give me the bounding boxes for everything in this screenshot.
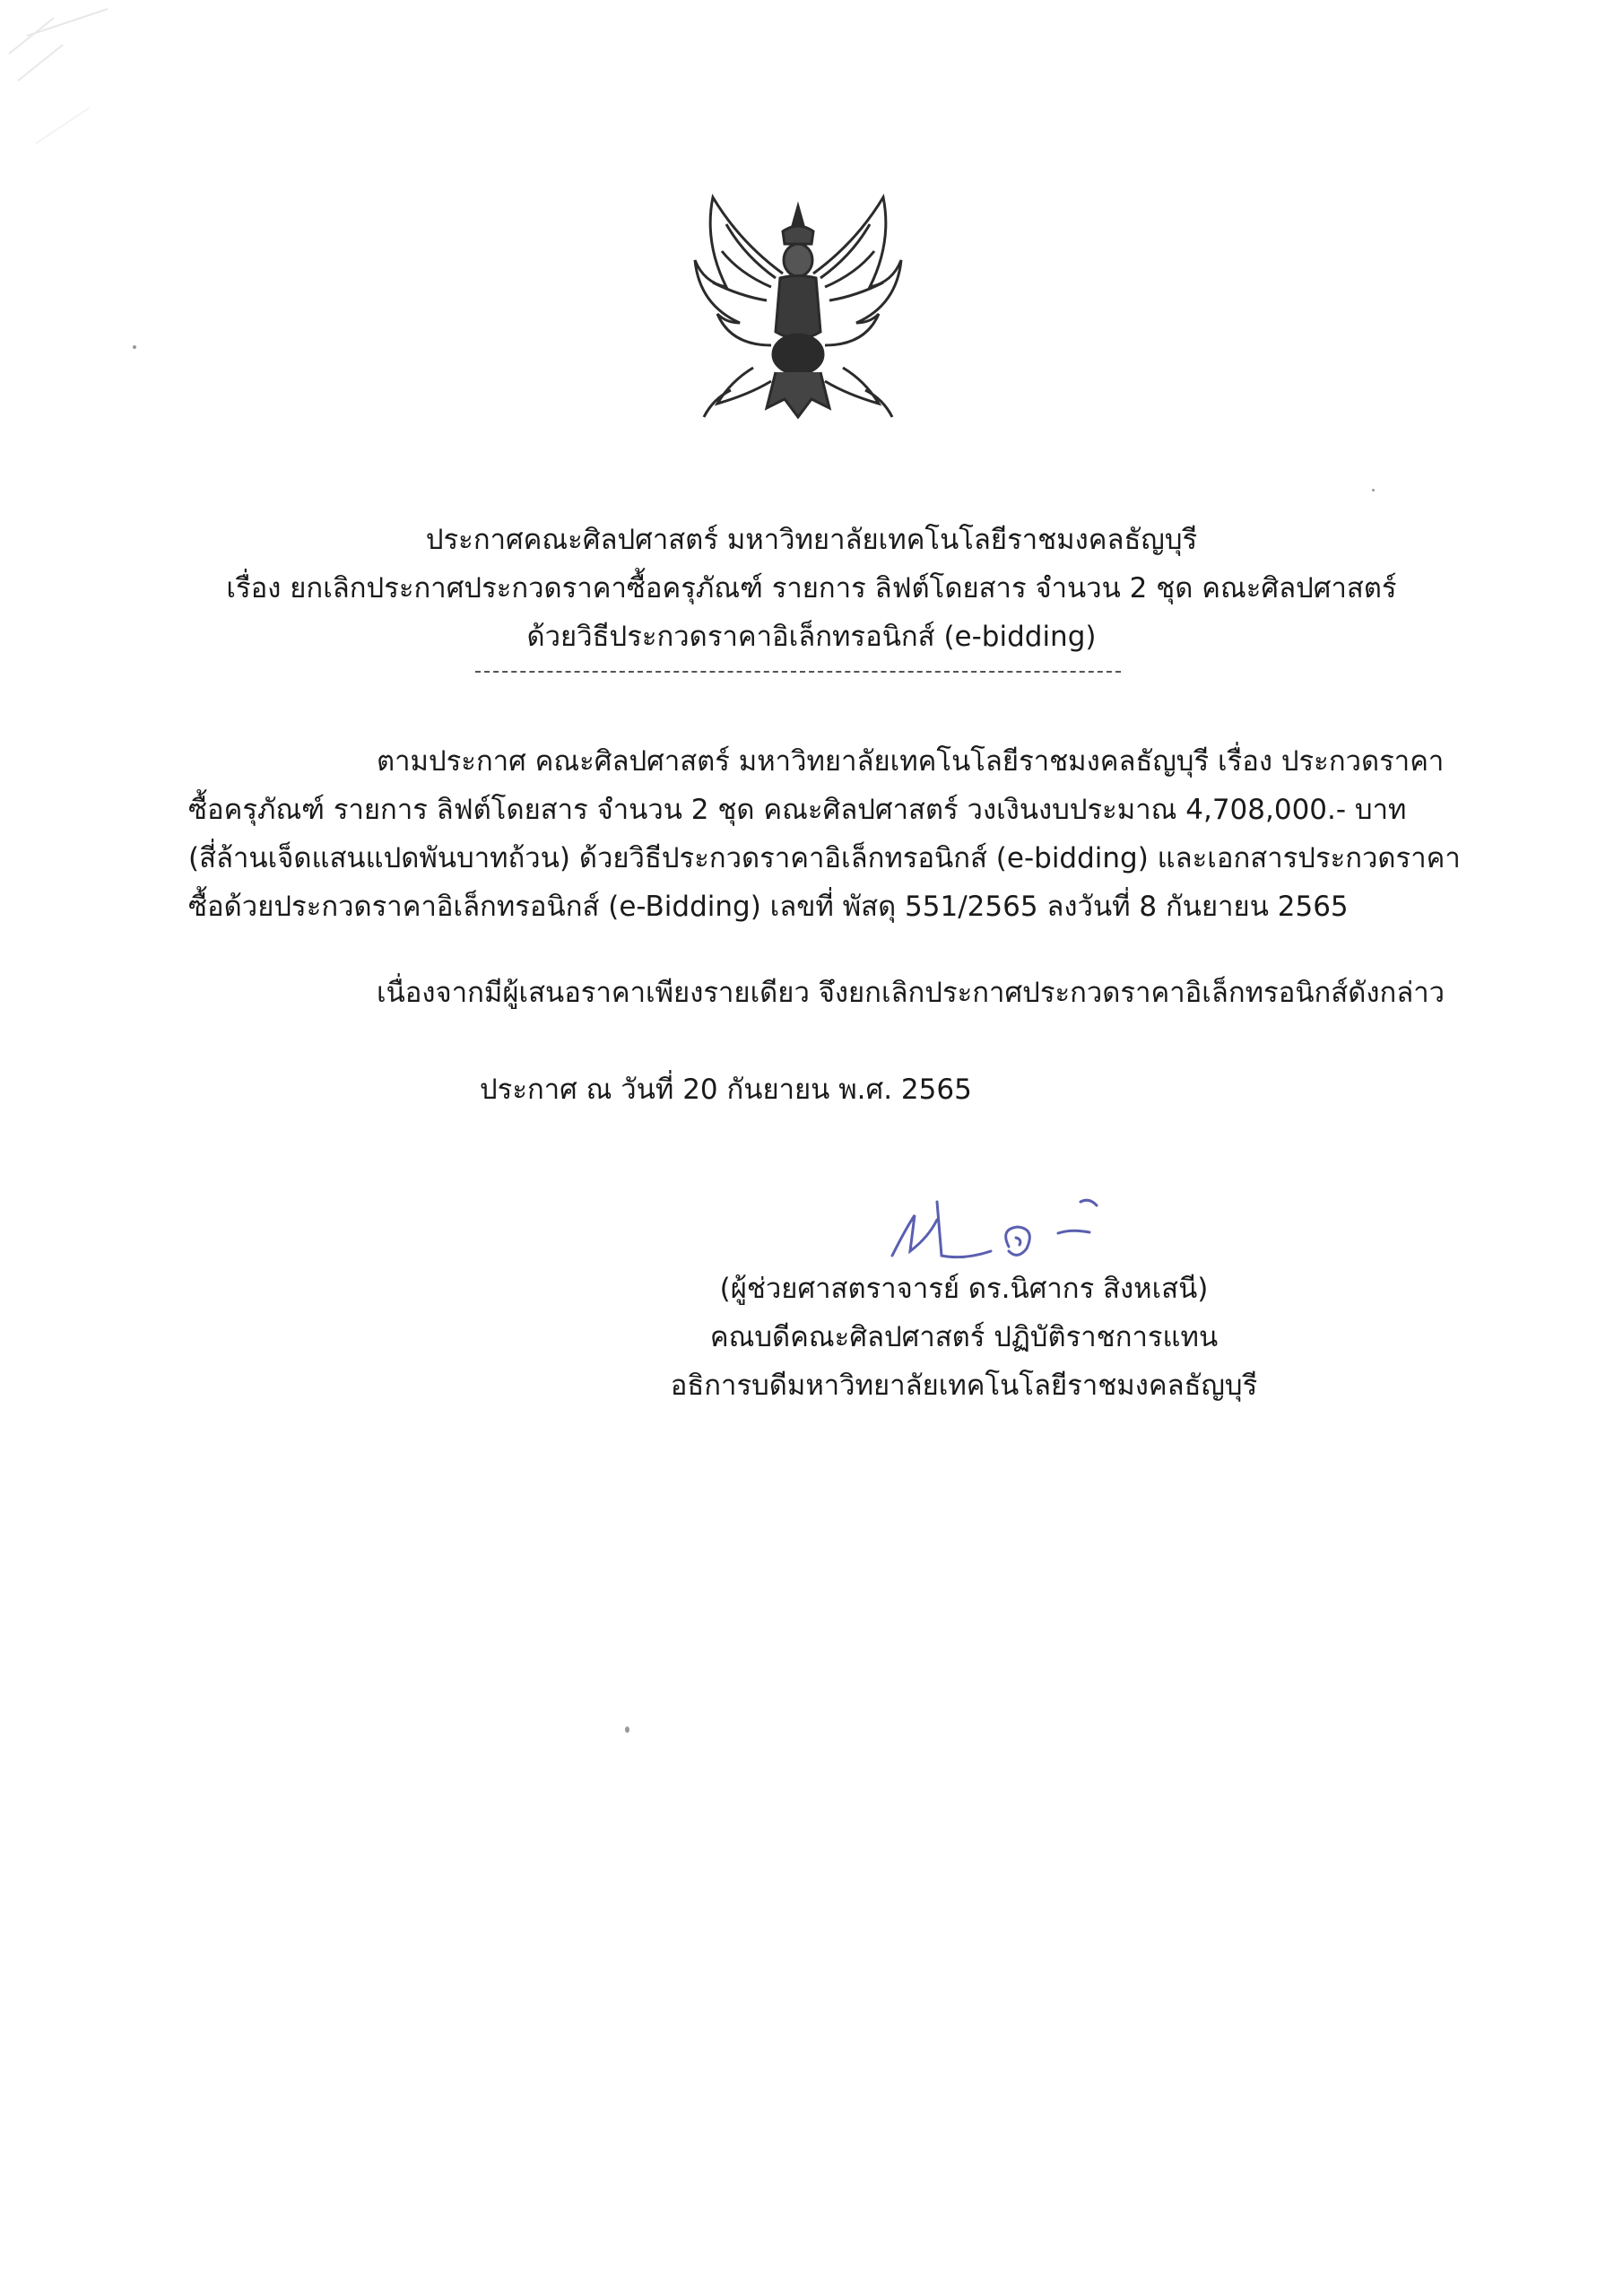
scan-speck — [1372, 489, 1375, 491]
body-paragraph-2: เนื่องจากมีผู้เสนอราคาเพียงรายเดียว จึงยกเลิกประกาศประกวดราคาอิเล็กทรอนิกส์ดังกล่าว — [377, 977, 1445, 1009]
announcement-date: ประกาศ ณ วันที่ 20 กันยายน พ.ศ. 2565 — [480, 1074, 972, 1106]
title-line-1: ประกาศคณะศิลปศาสตร์ มหาวิทยาลัยเทคโนโลยีราชมงคลธัญบุรี — [425, 524, 1198, 556]
scan-artifact — [0, 0, 215, 179]
title-line-2: เรื่อง ยกเลิกประกาศประกวดราคาซื้อครุภัณฑ์ รายการ ลิฟต์โดยสาร จำนวน 2 ชุด คณะศิลปศาสตร์ — [226, 572, 1397, 604]
signer-name: (ผู้ช่วยศาสตราจารย์ ดร.นิศากร สิงหเสนี) — [719, 1273, 1209, 1305]
divider-line — [475, 671, 1121, 673]
body-paragraph-1 — [188, 737, 1461, 931]
title-line-3: ด้วยวิธีประกวดราคาอิเล็กทรอนิกส์ (e-bidding) — [526, 621, 1097, 653]
paragraph-line: ตามประกาศ คณะศิลปศาสตร์ มหาวิทยาลัยเทคโนโลยีราชมงคลธัญบุรี เรื่อง ประกวดราคา — [377, 745, 1445, 778]
scan-speck — [133, 345, 136, 349]
paragraph-line: (สี่ล้านเจ็ดแสนแปดพันบาทถ้วน) ด้วยวิธีประกวดราคาอิเล็กทรอนิกส์ (e-bidding) และเอกสารประกวดราคา — [188, 842, 1461, 874]
paragraph-line: ซื้อครุภัณฑ์ รายการ ลิฟต์โดยสาร จำนวน 2 ชุด คณะศิลปศาสตร์ วงเงินงบประมาณ 4,708,000.- บาท — [188, 794, 1407, 826]
signer-organization: อธิการบดีมหาวิทยาลัยเทคโนโลยีราชมงคลธัญบุรี — [670, 1370, 1258, 1402]
signer-position: คณบดีคณะศิลปศาสตร์ ปฏิบัติราชการแทน — [709, 1321, 1219, 1353]
garuda-emblem-icon — [677, 188, 919, 430]
paragraph-line: ซื้อด้วยประกวดราคาอิเล็กทรอนิกส์ (e-Bidding) เลขที่ พัสดุ 551/2565 ลงวันที่ 8 กันยายน 2565 — [188, 891, 1349, 923]
scan-speck — [625, 1726, 629, 1733]
document-title — [0, 516, 1623, 661]
signer-block — [628, 1265, 1300, 1410]
